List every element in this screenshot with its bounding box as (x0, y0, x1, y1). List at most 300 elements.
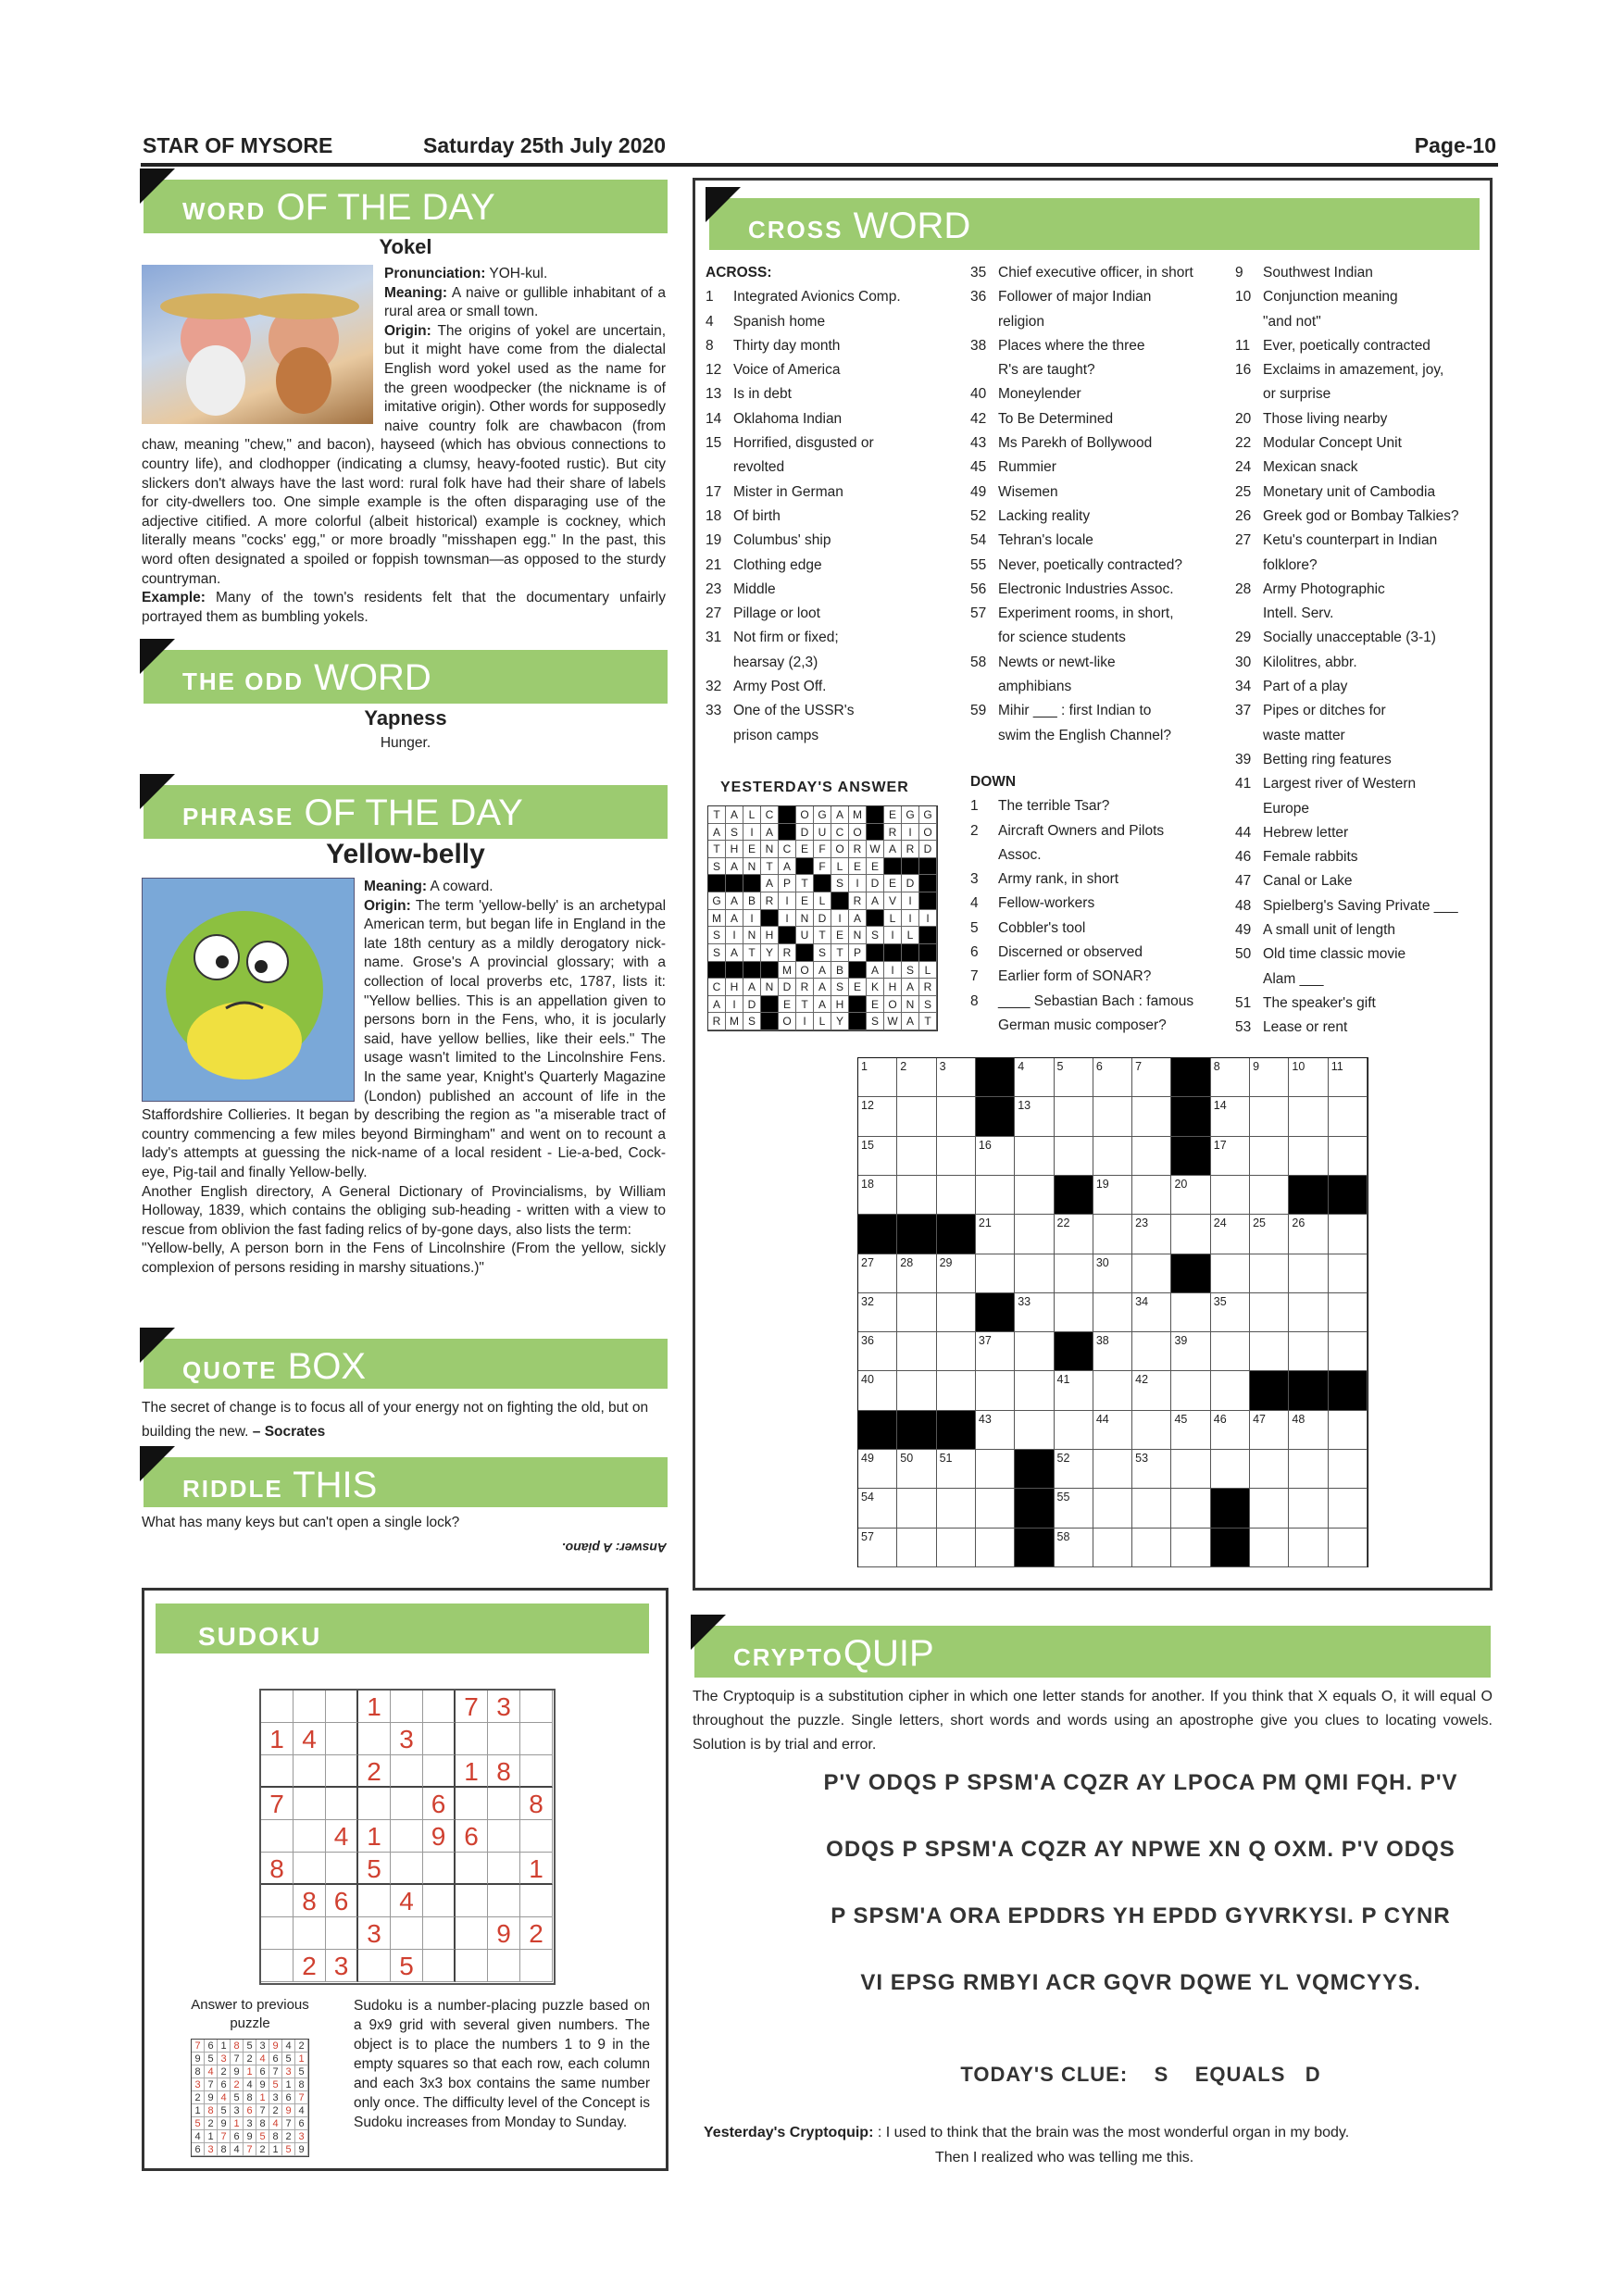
crossword-cell[interactable]: 28 (897, 1254, 936, 1293)
crossword-cell (937, 1411, 976, 1450)
sudoku-answer-cell: 3 (192, 2078, 205, 2091)
sudoku-cell[interactable] (391, 1755, 423, 1788)
crossword-cell[interactable] (1132, 1332, 1171, 1371)
crossword-cell[interactable] (976, 1529, 1015, 1567)
sudoku-cell[interactable] (326, 1853, 358, 1885)
sudoku-cell[interactable] (520, 1885, 553, 1917)
sudoku-answer-cell: 4 (295, 2104, 308, 2117)
corner-marker (691, 1615, 726, 1650)
yesterday-cell (884, 858, 902, 876)
crossword-cell[interactable] (1093, 1450, 1132, 1489)
sudoku-answer-cell: 3 (205, 2143, 218, 2156)
yesterday-cell: R (779, 944, 796, 962)
crossword-cell[interactable] (1329, 1215, 1368, 1254)
sudoku-answer-cell: 9 (269, 2040, 282, 2053)
crossword-cell[interactable]: 55 (1055, 1489, 1093, 1528)
sudoku-cell[interactable] (294, 1755, 326, 1788)
crossword-cell[interactable]: 13 (1015, 1097, 1054, 1136)
clue-item: 10 Conjunction meaning (1235, 289, 1398, 306)
clue-item: 48 Spielberg's Saving Private ___ (1235, 897, 1458, 914)
clue-item: 4 Spanish home (706, 313, 826, 330)
crossword-cell[interactable]: 12 (858, 1097, 897, 1136)
crossword-cell[interactable] (897, 1293, 936, 1332)
crossword-cell[interactable] (1015, 1137, 1054, 1176)
clue-item: 22 Modular Concept Unit (1235, 435, 1402, 452)
sudoku-cell[interactable] (520, 1723, 553, 1755)
crossword-cell[interactable] (1015, 1176, 1054, 1215)
sudoku-answer-cell: 2 (282, 2130, 295, 2143)
crossword-cell[interactable] (1093, 1293, 1132, 1332)
sudoku-cell[interactable] (520, 1820, 553, 1853)
corner-marker (140, 1446, 175, 1481)
sudoku-answer-cell: 9 (192, 2053, 205, 2065)
clue-continuation: swim the English Channel? (998, 727, 1171, 743)
crossword-cell[interactable]: 39 (1171, 1332, 1210, 1371)
crossword-cell[interactable] (1015, 1411, 1054, 1450)
crossword-cell[interactable] (937, 1332, 976, 1371)
crossword-cell[interactable]: 54 (858, 1489, 897, 1528)
crossword-cell[interactable] (1329, 1450, 1368, 1489)
crossword-cell[interactable] (1055, 1097, 1093, 1136)
crossword-cell[interactable] (1329, 1254, 1368, 1293)
crossword-cell[interactable]: 1 (858, 1058, 897, 1097)
clue-item: 34 Part of a play (1235, 679, 1348, 695)
crossword-cell[interactable] (976, 1450, 1015, 1489)
yesterday-cell: M (849, 806, 867, 824)
crossword-cell[interactable]: 48 (1289, 1411, 1328, 1450)
cryptoquip-header: CRYPTOQUIP (694, 1626, 1491, 1678)
crossword-cell[interactable] (937, 1176, 976, 1215)
sudoku-cell[interactable] (261, 1950, 294, 1982)
crossword-cell[interactable] (1329, 1293, 1368, 1332)
cipher-line-2: ODQS P SPSM'A CQZR AY NPWE XN Q OXM. P'V ODQS (826, 1837, 1455, 1862)
crossword-cell[interactable] (1132, 1176, 1171, 1215)
crossword-cell[interactable]: 51 (937, 1450, 976, 1489)
clue-item: 36 Follower of major Indian (970, 289, 1152, 306)
crossword-cell[interactable] (1289, 1097, 1328, 1136)
sudoku-answer-cell: 2 (295, 2040, 308, 2053)
yesterday-cell: D (902, 875, 919, 892)
sudoku-answer-cell: 5 (256, 2130, 269, 2143)
sudoku-answer-cell: 8 (269, 2130, 282, 2143)
crossword-cell[interactable] (1250, 1489, 1289, 1528)
crossword-cell[interactable]: 15 (858, 1137, 897, 1176)
yesterday-cell: A (761, 824, 779, 842)
crossword-cell[interactable]: 14 (1211, 1097, 1250, 1136)
crossword-cell[interactable]: 8 (1211, 1058, 1250, 1097)
yesterday-cell: N (796, 910, 814, 928)
clue-item: 21 Clothing edge (706, 556, 822, 573)
sudoku-cell[interactable] (423, 1755, 456, 1788)
crossword-cell[interactable] (1211, 1332, 1250, 1371)
crossword-cell (1171, 1137, 1210, 1176)
crossword-cell[interactable]: 6 (1093, 1058, 1132, 1097)
crossword-cell[interactable]: 25 (1250, 1215, 1289, 1254)
crossword-cell[interactable]: 50 (897, 1450, 936, 1489)
crossword-cell[interactable]: 7 (1132, 1058, 1171, 1097)
sudoku-cell[interactable] (294, 1820, 326, 1853)
sudoku-answer-cell: 6 (244, 2104, 256, 2117)
sudoku-cell[interactable] (294, 1917, 326, 1950)
crossword-cell[interactable] (1250, 1293, 1289, 1332)
crossword-cell[interactable] (1289, 1529, 1328, 1567)
sudoku-cell[interactable] (326, 1691, 358, 1723)
sudoku-cell[interactable] (423, 1691, 456, 1723)
crossword-cell[interactable] (1132, 1411, 1171, 1450)
crossword-cell[interactable] (1211, 1176, 1250, 1215)
yesterday-cell: G (814, 806, 831, 824)
yesterday-cell (761, 996, 779, 1014)
sudoku-cell[interactable] (488, 1853, 520, 1885)
crossword-cell[interactable]: 4 (1015, 1058, 1054, 1097)
crossword-cell[interactable]: 33 (1015, 1293, 1054, 1332)
crossword-cell[interactable] (1171, 1450, 1210, 1489)
sudoku-cell[interactable] (391, 1917, 423, 1950)
crossword-cell[interactable] (1093, 1489, 1132, 1528)
sudoku-cell[interactable] (294, 1853, 326, 1885)
sudoku-cell[interactable] (326, 1723, 358, 1755)
crossword-cell[interactable]: 32 (858, 1293, 897, 1332)
crossword-cell[interactable]: 21 (976, 1215, 1015, 1254)
sudoku-cell: 9 (488, 1917, 520, 1950)
crossword-cell[interactable] (1132, 1489, 1171, 1528)
crossword-cell[interactable] (1171, 1293, 1210, 1332)
crossword-cell[interactable]: 20 (1171, 1176, 1210, 1215)
crossword-cell[interactable] (897, 1176, 936, 1215)
crossword-cell[interactable] (1289, 1450, 1328, 1489)
yesterday-cell: R (919, 979, 937, 996)
sudoku-answer-cell: 4 (231, 2143, 244, 2156)
sudoku-cell[interactable] (456, 1723, 488, 1755)
crossword-cell[interactable] (937, 1097, 976, 1136)
yesterday-cell: E (796, 892, 814, 910)
across-clues-2 (970, 261, 1234, 748)
clue-item: 25 Monetary unit of Cambodia (1235, 483, 1436, 500)
sudoku-cell[interactable] (488, 1950, 520, 1982)
sudoku-cell: 3 (358, 1917, 391, 1950)
clue-continuation: for science students (998, 630, 1126, 646)
crossword-cell[interactable] (897, 1489, 936, 1528)
yesterday-cell: Y (761, 944, 779, 962)
sudoku-cell[interactable] (326, 1788, 358, 1820)
crossword-cell[interactable]: 52 (1055, 1450, 1093, 1489)
crossword-cell[interactable] (1289, 1332, 1328, 1371)
sudoku-answer-cell: 1 (218, 2040, 231, 2053)
crossword-cell[interactable]: 16 (976, 1137, 1015, 1176)
crossword-cell[interactable] (1093, 1215, 1132, 1254)
crossword-cell[interactable] (1289, 1254, 1328, 1293)
yesterday-cell: G (708, 892, 726, 910)
crossword-cell[interactable]: 58 (1055, 1529, 1093, 1567)
down-clues-2 (1235, 261, 1485, 1041)
crossword-cell[interactable] (1211, 1254, 1250, 1293)
crossword-cell[interactable]: 9 (1250, 1058, 1289, 1097)
sudoku-cell[interactable] (391, 1691, 423, 1723)
crossword-cell[interactable]: 34 (1132, 1293, 1171, 1332)
masthead (141, 130, 1498, 167)
crossword-cell[interactable]: 47 (1250, 1411, 1289, 1450)
crossword-cell[interactable] (897, 1332, 936, 1371)
clue-continuation: hearsay (2,3) (733, 654, 818, 670)
crossword-cell[interactable]: 46 (1211, 1411, 1250, 1450)
yesterday-cell: L (814, 1013, 831, 1030)
crossword-cell[interactable]: 43 (976, 1411, 1015, 1450)
sudoku-answer-cell: 6 (295, 2117, 308, 2130)
crossword-cell[interactable] (1329, 1489, 1368, 1528)
crossword-cell[interactable]: 24 (1211, 1215, 1250, 1254)
crossword-cell[interactable] (976, 1371, 1015, 1410)
sudoku-cell[interactable] (423, 1917, 456, 1950)
sudoku-answer-cell: 4 (218, 2091, 231, 2104)
yesterday-cell (761, 962, 779, 980)
sudoku-cell[interactable] (358, 1885, 391, 1917)
sudoku-cell[interactable] (488, 1885, 520, 1917)
yesterday-cell (919, 875, 937, 892)
sudoku-cell[interactable] (456, 1788, 488, 1820)
sudoku-answer-cell: 5 (282, 2053, 295, 2065)
sudoku-cell[interactable] (456, 1917, 488, 1950)
sudoku-cell[interactable] (520, 1755, 553, 1788)
crossword-cell[interactable] (937, 1371, 976, 1410)
sudoku-cell[interactable] (488, 1723, 520, 1755)
sudoku-cell[interactable] (326, 1755, 358, 1788)
crossword-cell[interactable] (1171, 1489, 1210, 1528)
sudoku-cell[interactable] (488, 1788, 520, 1820)
sudoku-cell[interactable] (456, 1950, 488, 1982)
yesterday-cell: A (867, 892, 884, 910)
crossword-cell[interactable] (1132, 1137, 1171, 1176)
crossword-cell (1171, 1097, 1210, 1136)
crossword-cell[interactable]: 10 (1289, 1058, 1328, 1097)
crossword-cell[interactable] (1093, 1529, 1132, 1567)
crossword-cell[interactable] (1329, 1332, 1368, 1371)
crossword-cell[interactable] (1055, 1411, 1093, 1450)
crossword-cell[interactable] (1171, 1215, 1210, 1254)
yesterday-cell: E (849, 979, 867, 996)
crossword-cell[interactable] (1093, 1097, 1132, 1136)
crossword-cell[interactable]: 29 (937, 1254, 976, 1293)
crossword-cell[interactable]: 53 (1132, 1450, 1171, 1489)
yesterday-cell (867, 910, 884, 928)
crossword-cell[interactable] (937, 1489, 976, 1528)
sudoku-cell[interactable] (488, 1820, 520, 1853)
yesterday-cell: B (831, 962, 849, 980)
clue-item: 41 Largest river of Western (1235, 776, 1417, 792)
crossword-cell[interactable]: 5 (1055, 1058, 1093, 1097)
quote-text: The secret of change is to focus all of your energy not on fighting the old, but on building the new. – Socrates (142, 1400, 649, 1440)
crossword-cell[interactable]: 23 (1132, 1215, 1171, 1254)
crossword-cell[interactable] (937, 1137, 976, 1176)
yesterday-cell: N (761, 979, 779, 996)
clue-item: 43 Ms Parekh of Bollywood (970, 435, 1153, 452)
yesterday-cell: S (708, 858, 726, 876)
sudoku-cell[interactable] (294, 1788, 326, 1820)
sudoku-cell[interactable] (391, 1853, 423, 1885)
crossword-cell[interactable] (976, 1176, 1015, 1215)
crossword-cell[interactable] (1132, 1097, 1171, 1136)
clue-item: 14 Oklahoma Indian (706, 410, 843, 427)
crossword-cell[interactable] (1250, 1137, 1289, 1176)
crossword-cell[interactable]: 45 (1171, 1411, 1210, 1450)
sudoku-answer-cell: 8 (192, 2065, 205, 2078)
crossword-cell[interactable] (1250, 1450, 1289, 1489)
sudoku-cell[interactable] (456, 1853, 488, 1885)
sudoku-answer-cell: 7 (244, 2143, 256, 2156)
crossword-cell[interactable] (897, 1137, 936, 1176)
sudoku-cell[interactable] (358, 1788, 391, 1820)
crossword-cell[interactable] (1015, 1215, 1054, 1254)
crossword-cell[interactable] (1093, 1371, 1132, 1410)
sudoku-answer-cell: 4 (256, 2053, 269, 2065)
sudoku-cell[interactable] (261, 1917, 294, 1950)
crossword-cell[interactable]: 18 (858, 1176, 897, 1215)
crossword-cell[interactable] (1329, 1529, 1368, 1567)
crossword-cell[interactable]: 44 (1093, 1411, 1132, 1450)
sudoku-cell[interactable] (358, 1723, 391, 1755)
yesterday-cell (902, 944, 919, 962)
crossword-cell[interactable] (937, 1529, 976, 1567)
crossword-cell[interactable] (1211, 1371, 1250, 1410)
crossword-cell[interactable] (1329, 1097, 1368, 1136)
crossword-cell[interactable] (1055, 1293, 1093, 1332)
crossword-cell[interactable]: 42 (1132, 1371, 1171, 1410)
crossword-cell[interactable]: 17 (1211, 1137, 1250, 1176)
crossword-cell[interactable] (1250, 1332, 1289, 1371)
crossword-cell[interactable] (1329, 1411, 1368, 1450)
crossword-cell[interactable]: 19 (1093, 1176, 1132, 1215)
crossword-cell[interactable] (1289, 1137, 1328, 1176)
sudoku-cell[interactable] (261, 1755, 294, 1788)
crossword-cell[interactable]: 37 (976, 1332, 1015, 1371)
crossword-cell[interactable]: 26 (1289, 1215, 1328, 1254)
sudoku-answer-cell: 8 (218, 2143, 231, 2156)
crossword-cell[interactable]: 22 (1055, 1215, 1093, 1254)
crossword-cell[interactable]: 3 (937, 1058, 976, 1097)
crossword-cell[interactable]: 36 (858, 1332, 897, 1371)
crossword-cell[interactable]: 30 (1093, 1254, 1132, 1293)
yesterday-cell: P (849, 944, 867, 962)
yesterday-cell: I (831, 910, 849, 928)
sudoku-cell[interactable] (423, 1950, 456, 1982)
yesterday-cell: R (761, 892, 779, 910)
yesterday-cell: A (743, 979, 761, 996)
crossword-cell[interactable] (1289, 1293, 1328, 1332)
crossword-cell[interactable] (1055, 1137, 1093, 1176)
sudoku-cell: 3 (488, 1691, 520, 1723)
crossword-cell[interactable] (976, 1254, 1015, 1293)
sudoku-cell[interactable] (456, 1885, 488, 1917)
crossword-cell[interactable] (1132, 1254, 1171, 1293)
sudoku-answer-cell: 9 (231, 2065, 244, 2078)
sudoku-answer-cell: 1 (295, 2053, 308, 2065)
sudoku-cell[interactable] (520, 1691, 553, 1723)
crossword-cell[interactable]: 11 (1329, 1058, 1368, 1097)
crossword-cell[interactable]: 35 (1211, 1293, 1250, 1332)
clue-item: 11 Ever, poetically contracted (1235, 337, 1430, 354)
clue-continuation: amphibians (998, 679, 1072, 695)
clue-item: 38 Places where the three (970, 337, 1145, 354)
sudoku-cell[interactable] (423, 1853, 456, 1885)
sudoku-answer-cell: 3 (295, 2130, 308, 2143)
clue-item: 50 Old time classic movie (1235, 946, 1406, 963)
crossword-cell[interactable] (1171, 1371, 1210, 1410)
crossword-cell[interactable]: 27 (858, 1254, 897, 1293)
crossword-cell[interactable] (1250, 1254, 1289, 1293)
crossword-cell[interactable] (1250, 1176, 1289, 1215)
crossword-cell[interactable]: 38 (1093, 1332, 1132, 1371)
crossword-cell[interactable] (1015, 1371, 1054, 1410)
sudoku-cell[interactable] (294, 1691, 326, 1723)
yesterday-cell: L (814, 892, 831, 910)
yesterday-cell: I (779, 892, 796, 910)
crossword-cell[interactable]: 41 (1055, 1371, 1093, 1410)
page-number: Page-10 (1414, 133, 1496, 157)
sudoku-grid (259, 1689, 556, 1985)
sudoku-cell: 1 (456, 1755, 488, 1788)
crossword-cell[interactable] (1171, 1529, 1210, 1567)
sudoku-cell: 9 (423, 1820, 456, 1853)
crossword-cell[interactable] (1015, 1332, 1054, 1371)
sudoku-answer-cell: 9 (282, 2104, 295, 2117)
sudoku-cell[interactable] (423, 1723, 456, 1755)
crossword-cell[interactable]: 49 (858, 1450, 897, 1489)
yesterday-cell: E (884, 875, 902, 892)
sudoku-answer-cell: 7 (218, 2130, 231, 2143)
sudoku-cell: 4 (294, 1723, 326, 1755)
sudoku-cell[interactable] (520, 1950, 553, 1982)
crossword-cell[interactable] (937, 1293, 976, 1332)
sudoku-cell: 6 (423, 1788, 456, 1820)
crossword-cell[interactable] (1015, 1254, 1054, 1293)
yesterday-cell: I (743, 910, 761, 928)
yesterday-cell: T (796, 875, 814, 892)
crossword-cell[interactable] (897, 1529, 936, 1567)
crossword-cell[interactable] (1289, 1489, 1328, 1528)
sudoku-cell[interactable] (261, 1691, 294, 1723)
sudoku-cell[interactable] (423, 1885, 456, 1917)
crossword-cell[interactable] (1132, 1529, 1171, 1567)
crossword-cell[interactable]: 40 (858, 1371, 897, 1410)
yesterday-cell (831, 892, 849, 910)
yesterday-cell: T (761, 858, 779, 876)
clue-item: 15 Horrified, disgusted or (706, 435, 874, 452)
sudoku-answer-cell: 5 (218, 2104, 231, 2117)
yesterday-cell: A (849, 910, 867, 928)
crossword-cell[interactable] (897, 1371, 936, 1410)
crossword-cell[interactable] (1329, 1137, 1368, 1176)
crossword-cell[interactable] (1093, 1137, 1132, 1176)
yesterday-cell (708, 962, 726, 980)
sudoku-cell[interactable] (261, 1885, 294, 1917)
crossword-cell[interactable] (1211, 1450, 1250, 1489)
crossword-cell[interactable] (897, 1097, 936, 1136)
crossword-cell[interactable]: 57 (858, 1529, 897, 1567)
yesterday-cell (761, 910, 779, 928)
sudoku-cell[interactable] (391, 1820, 423, 1853)
clue-item: 19 Columbus' ship (706, 532, 831, 549)
crossword-cell[interactable]: 2 (897, 1058, 936, 1097)
crossword-cell[interactable] (1250, 1529, 1289, 1567)
sudoku-cell[interactable] (391, 1788, 423, 1820)
crossword-cell[interactable] (1055, 1254, 1093, 1293)
sudoku-cell[interactable] (326, 1917, 358, 1950)
crossword-cell[interactable] (1250, 1097, 1289, 1136)
sudoku-cell[interactable] (358, 1950, 391, 1982)
sudoku-answer-cell: 5 (231, 2091, 244, 2104)
sudoku-cell[interactable] (261, 1820, 294, 1853)
crossword-cell[interactable] (976, 1489, 1015, 1528)
clue-item: 24 Mexican snack (1235, 459, 1358, 476)
